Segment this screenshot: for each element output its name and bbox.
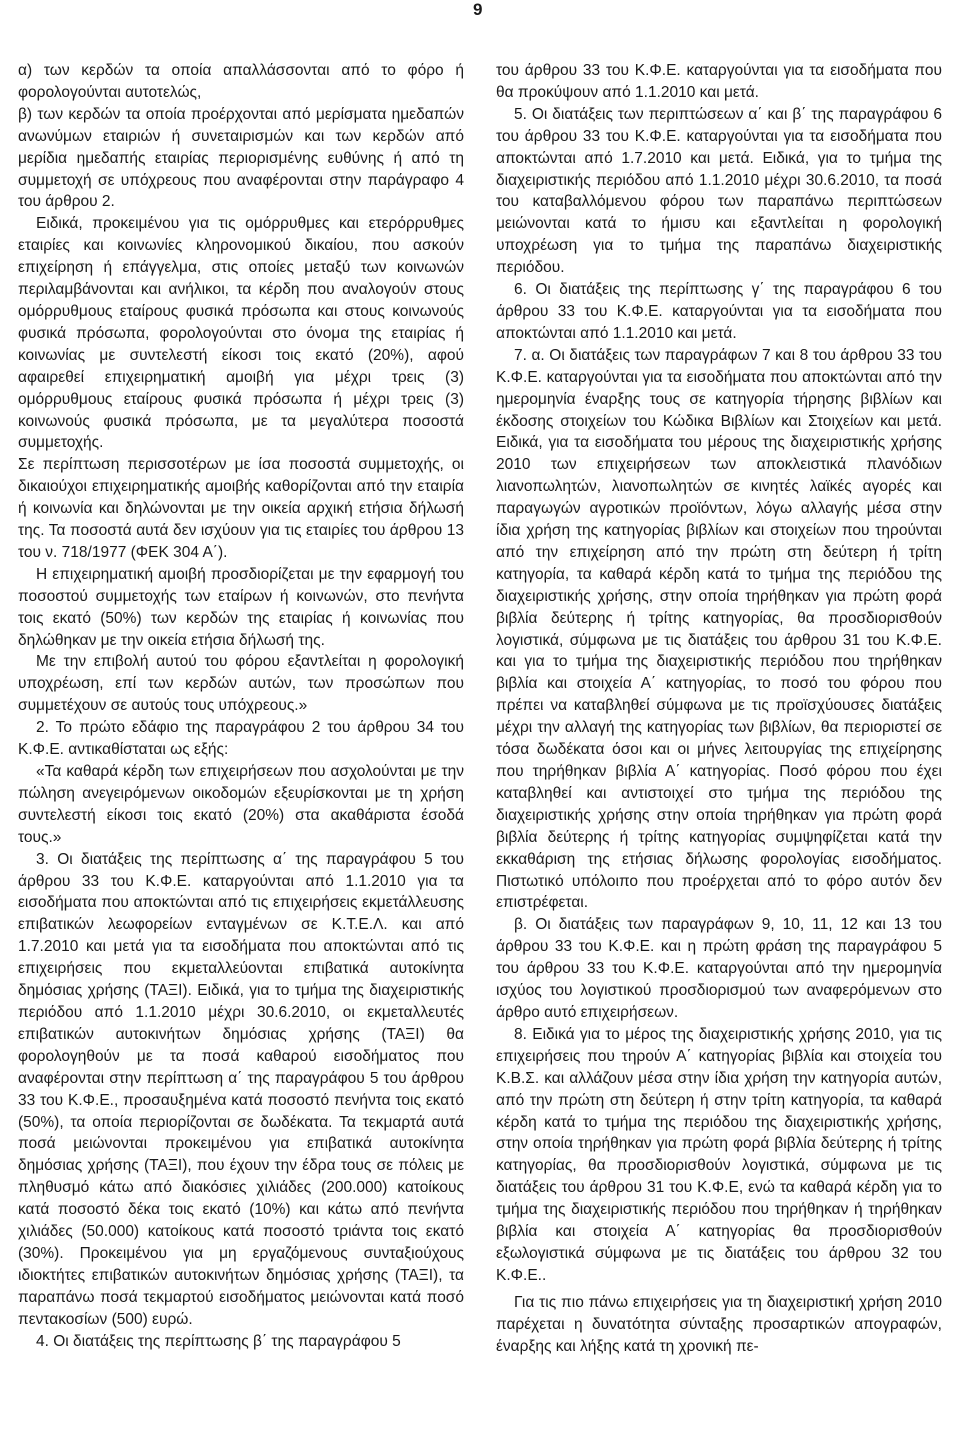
left-paragraph: α) των κερδών τα οποία απαλλάσσονται από το φόρο ή φορολογούνται αυτοτελώς, <box>18 62 464 101</box>
right-paragraph: του άρθρου 33 του Κ.Φ.Ε. καταργούνται για τα εισοδήματα που θα προκύψουν από 1.1.2010 και μετά. <box>496 62 942 101</box>
left-paragraph: Η επιχειρηματική αμοιβή προσδιορίζεται με την εφαρμογή του ποσοστού συμμετοχής των εταίρων ή κοινωνών, στο πενήντα τοις εκατό (50%) των κερδών της εταιρίας ή κοινωνίας που δηλώθηκαν με την οικεία ετήσια δήλωσή της. <box>18 565 464 649</box>
right-paragraph: 7. α. Οι διατάξεις των παραγράφων 7 και 8 του άρθρου 33 του Κ.Φ.Ε. καταργούνται για τα εισοδήματα που αποκτώνται από την ημερομηνία έναρξης τους σε κατηγορία τήρησης βιβλίων και έκδοσης στοιχείων του Κώδικα Βιβλίων και Στοιχείων και μετά. Ειδικά, για τα εισοδήματα του μέρους της διαχειριστικής χρήσης 2010 των επιχειρήσεων των αποκλειστικά πλανόδιων λιανοπωλητών, λιανοπωλητών σε κινητές λαϊκές αγορές και παραγωγών αγροτικών προϊόντων, λόγω αλλαγής μέσα στην ίδια χρήση της κατηγορίας βιβλίων και στοιχείων που τηρούνται από την επιχείρηση από την πρώτη στη δεύτερη ή τρίτη κατηγορία, τα καθαρά κέρδη κατά το τμήμα της περιόδου της διαχειριστικής χρήσης, στην οποία τηρήθηκαν για πρώτη φορά βιβλία δεύτερης ή τρίτης κατηγορίας, θα προσδιορισθούν λογιστικά, σύμφωνα με τις διατάξεις του άρθρου 31 του Κ.Φ.Ε. και για το τμήμα της διαχειριστικής περιόδου που τηρήθηκαν βιβλία και στοιχεία Α΄ κατηγορίας, το ποσό του φόρου που πρέπει να καταβληθεί σύμφωνα με τις προϊσχύουσες διατάξεις μέχρι την αλλαγή της κατηγορίας των βιβλίων, θα περιοριστεί σε τόσα δωδέκατα όσοι και οι μήνες λειτουργίας της επιχείρησης που τηρήθηκαν βιβλία Α΄ κατηγορίας. Ποσό φόρου που έχει καταβληθεί και αντιστοιχεί στο τμήμα της περιόδου της διαχειριστικής χρήσης στην οποία τηρήθηκαν για πρώτη φορά βιβλία δεύτερης ή τρίτης κατηγορίας συμψηφίζεται κατά την εκκαθάριση της ετήσιας δήλωσης φορολογίας εισοδήματος. Πιστωτικό υπόλοιπο που προέρχεται από το φόρο αυτόν δεν επιστρέφεται. <box>496 346 942 912</box>
right-paragraph: 8. Ειδικά για το μέρος της διαχειριστικής χρήσης 2010, για τις επιχειρήσεις που τηρούν Α΄ κατηγορίας βιβλία και στοιχεία του Κ.Β.Σ. και αλλάζουν μέσα στην ίδια χρήση την κατηγορία αυτών, από την πρώτη στη δεύτερη ή στην τρίτη κατηγορία, τα καθαρά κέρδη κατά το τμήμα της περιόδου της διαχειριστικής χρήσης, στην οποία τηρήθηκαν για πρώτη φορά βιβλία δεύτερης ή τρίτης κατηγορίας, θα προσδιορισθούν λογιστικά, σύμφωνα με τις διατάξεις του άρθρου 31 του Κ.Φ.Ε, ενώ τα καθαρά κέρδη για το τμήμα της διαχειριστικής περιόδου που τηρήθηκαν ή τηρήθηκαν βιβλία και στοιχεία Α΄ κατηγορίας θα προσδιορισθούν εξωλογιστικά σύμφωνα με τις διατάξεις του άρθρου 32 του Κ.Φ.Ε.. <box>496 1025 942 1284</box>
left-paragraph: «Τα καθαρά κέρδη των επιχειρήσεων που ασχολούνται με την πώληση ανεγειρόμενων οικοδομών εξευρίσκονται με τη χρήση συντελεστή είκοσι τοις εκατό (20%) στα ακαθάριστα έσοδά τους.» <box>18 763 464 846</box>
left-paragraph: 3. Οι διατάξεις της περίπτωσης α΄ της παραγράφου 5 του άρθρου 33 του Κ.Φ.Ε. καταργούνται από 1.1.2010 για τα εισοδήματα που αποκτώνται από τις επιχειρήσεις εκμετάλλευσης επιβατικών λεωφορείων ενταγμένων σε Κ.Τ.Ε.Λ. και από 1.7.2010 και μετά για τα εισοδήματα που αποκτώνται από τις επιχειρήσεις που εκμεταλλεύονται επιβατικά αυτοκίνητα δημόσιας χρήσης (ΤΑΞΙ). Ειδικά, για το τμήμα της διαχειριστικής περιόδου από 1.1.2010 μέχρι 30.6.2010, οι εκμεταλλευτές επιβατικών αυτοκινήτων δημόσιας χρήσης (ΤΑΞΙ) θα φορολογηθούν με τα ποσά καθαρού εισοδήματος που αναφέρονται στην περίπτωση α΄ της παραγράφου 5 του άρθρου 33 του Κ.Φ.Ε., προσαυξημένα κατά ποσοστό πενήντα τοις εκατό (50%), τα οποία περιορίζονται σε δωδέκατα. Τα τεκμαρτά αυτά ποσά μειώνονται προκειμένου για επιβατικά αυτοκίνητα δημόσιας χρήσης (ΤΑΞΙ), που έχουν την έδρα τους σε πόλεις με πληθυσμό κάτω από διακόσιες χιλιάδες (200.000) κατοίκους κατά ποσοστό δέκα τοις εκατό (10%) και κάτω από πενήντα χιλιάδες (50.000) κατοίκους κατά ποσοστό τριάντα τοις εκατό (30%). Προκειμένου για μη εργαζόμενους συνταξιούχους ιδιοκτήτες επιβατικών αυτοκινήτων δημόσιας χρήσης (ΤΑΞΙ), τα παραπάνω ποσά τεκμαρτού εισοδήματος μειώνονται κατά ποσό πεντακοσίων (500) ευρώ. <box>18 850 464 1328</box>
left-paragraph: β) των κερδών τα οποία προέρχονται από μερίσματα ημεδαπών ανωνύμων εταιριών ή συνεταιρισμών και των κερδών από μερίδια ημεδαπής εταιρίας περιορισμένης ευθύνης ή από τη συμμετοχή σε υπόχρεους που αναφέρονται στην παράγραφο 4 του άρθρου 2. <box>18 105 464 211</box>
left-paragraph: Με την επιβολή αυτού του φόρου εξαντλείται η φορολογική υποχρέωση, επί των κερδών αυτών, των προσώπων που συμμετέχουν σε αυτούς τους υπόχρεους.» <box>18 653 464 715</box>
right-paragraph: β. Οι διατάξεις των παραγράφων 9, 10, 11, 12 και 13 του άρθρου 33 του Κ.Φ.Ε. και η πρώτη φράση της παραγράφου 5 του άρθρου 33 του Κ.Φ.Ε. καταργούνται από την ημερομηνία ισχύος του λογιστικού προσδιορισμού των αναφερόμενων στο άρθρο αυτό επιχειρήσεων. <box>496 916 942 1021</box>
left-paragraph: Ειδικά, προκειμένου για τις ομόρρυθμες και ετερόρρυθμες εταιρίες και κοινωνίες κληρονομικού δικαίου, που ασκούν επιχείρηση ή επάγγελμα, στις οποίες μεταξύ των κοινωνών περιλαμβάνονται και ανήλικοι, τα κέρδη που αναλογούν στους ομόρρυθμους εταίρους φυσικά πρόσωπα και στους κοινωνούς φυσικά πρόσωπα, φορολογούνται στο όνομα της εταιρίας ή κοινωνίας με συντελεστή είκοσι τοις εκατό (20%), αφού αφαιρεθεί επιχειρηματική αμοιβή για μέχρι τρεις (3) ομόρρυθμους εταίρους φυσικά πρόσωπα ή μέχρι τρεις (3) κοινωνούς φυσικά πρόσωπα, με τα μεγαλύτερα ποσοστά συμμετοχής. <box>18 215 464 452</box>
right-column <box>496 60 942 1357</box>
left-paragraph: 2. Το πρώτο εδάφιο της παραγράφου 2 του άρθρου 34 του Κ.Φ.Ε. αντικαθίσταται ως εξής: <box>18 719 464 759</box>
page-number: 9 <box>473 0 483 19</box>
left-paragraph: Σε περίπτωση περισσοτέρων με ίσα ποσοστά συμμετοχής, οι δικαιούχοι επιχειρηματικής αμοιβής καθορίζονται από την εταιρία ή κοινωνία και δηλώνονται με την οικεία αρχική ετήσια δήλωσή της. Τα ποσοστά αυτά δεν ισχύουν για τις εταιρίες του άρθρου 13 του ν. 718/1977 (ΦΕΚ 304 Α΄). <box>18 456 464 561</box>
right-paragraph: Για τις πιο πάνω επιχειρήσεις για τη διαχειριστική χρήση 2010 παρέχεται η δυνατότητα σύνταξης προσαρτικών απογραφών, έναρξης και λήξης κατά τη χρονική πε- <box>496 1293 942 1355</box>
right-paragraph: 6. Οι διατάξεις της περίπτωσης γ΄ της παραγράφου 6 του άρθρου 33 του Κ.Φ.Ε. καταργούνται για τα εισοδήματα που αποκτώνται από 1.1.2010 και μετά. <box>496 281 942 342</box>
left-column <box>18 60 464 1352</box>
left-paragraph: 4. Οι διατάξεις της περίπτωσης β΄ της παραγράφου 5 <box>36 1332 401 1350</box>
right-paragraph: 5. Οι διατάξεις των περιπτώσεων α΄ και β΄ της παραγράφου 6 του άρθρου 33 του Κ.Φ.Ε. καταργούνται για τα εισοδήματα που αποκτώνται από 1.7.2010 και μετά. Ειδικά, για το τμήμα της διαχειριστικής περιόδου από 1.1.2010 μέχρι 30.6.2010, τα ποσά του καταβαλλόμενου φόρου των παραπάνω περιπτώσεων μειώνονται κατά το ήμισυ και εξαντλείται η φορολογική υποχρέωση για το τμήμα της παραπάνω διαχειριστικής περιόδου. <box>496 105 942 277</box>
